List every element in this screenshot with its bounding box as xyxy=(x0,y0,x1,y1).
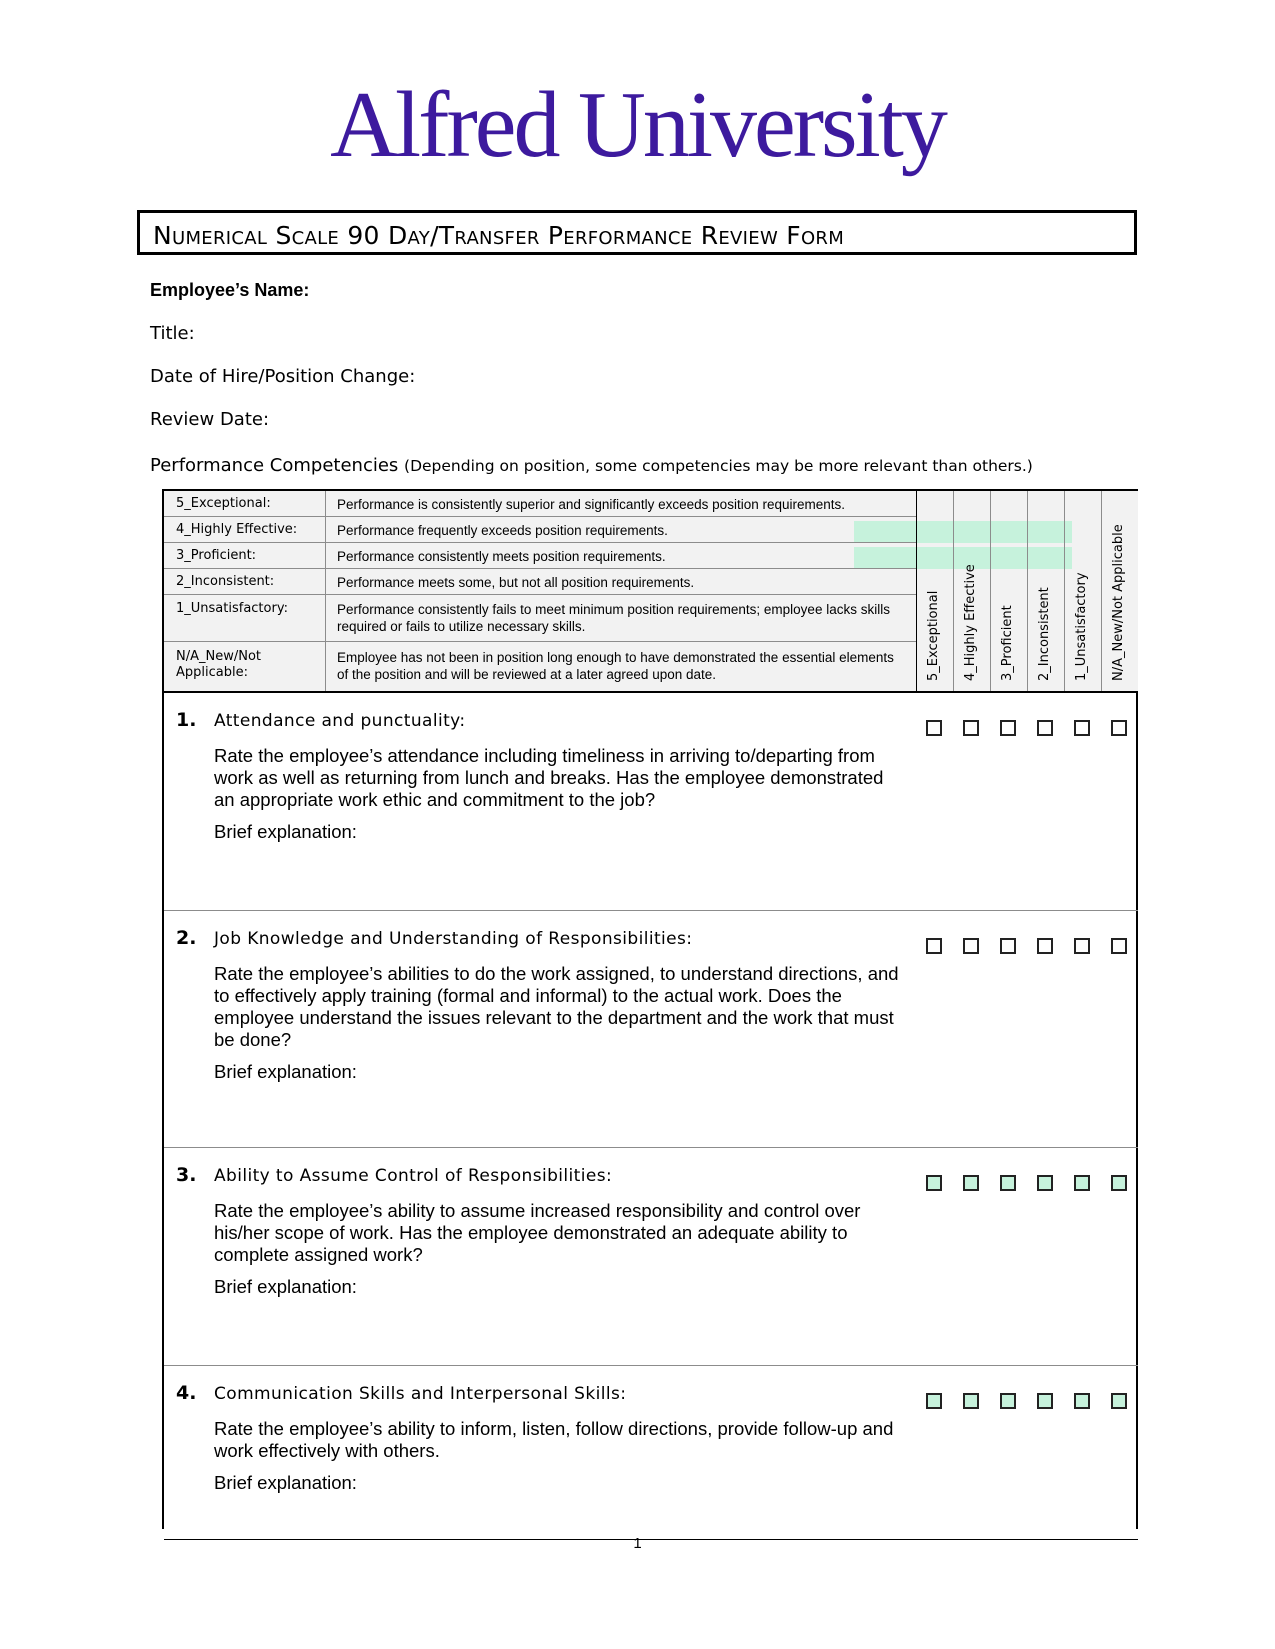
section-heading: Ability to Assume Control of Responsibilities: xyxy=(214,1166,613,1186)
section-heading: Communication Skills and Interpersonal Skills: xyxy=(214,1384,627,1404)
rating-checkbox[interactable] xyxy=(926,1175,942,1191)
rating-checkbox[interactable] xyxy=(1074,720,1090,736)
rating-checkbox[interactable] xyxy=(1074,1175,1090,1191)
legend-row xyxy=(164,517,916,543)
rating-column-label: 3_Proficient xyxy=(1000,605,1015,681)
rating-checkbox[interactable] xyxy=(926,1393,942,1409)
rating-checkbox[interactable] xyxy=(926,720,942,736)
section-number: 3. xyxy=(176,1164,197,1186)
competency-section xyxy=(164,693,1138,911)
rating-checkbox[interactable] xyxy=(963,1393,979,1409)
legend-desc: Employee has not been in position long enough to have demonstrated the essential elements of the position and will be reviewed at a later agreed upon date. xyxy=(337,650,894,682)
legend-desc: Performance consistently fails to meet minimum position requirements; employee lacks skills required or fails to utilize necessary skills. xyxy=(337,602,890,634)
review-date-label: Review Date: xyxy=(150,409,270,430)
legend-label: 2_Inconsistent: xyxy=(176,574,275,589)
legend-label: 5_Exceptional: xyxy=(176,496,271,511)
rating-legend xyxy=(164,491,1138,693)
rating-checkbox[interactable] xyxy=(1111,1175,1127,1191)
form-title-box xyxy=(137,210,1137,255)
rating-column-label: 1_Unsatisfactory xyxy=(1074,572,1089,681)
section-heading: Attendance and punctuality: xyxy=(214,711,466,731)
legend-desc: Performance consistently meets position requirements. xyxy=(337,549,666,564)
competency-section xyxy=(164,1366,1138,1540)
column-divider xyxy=(1027,491,1028,691)
rating-column-label: N/A_New/Not Applicable xyxy=(1111,524,1126,681)
legend-desc: Performance frequently exceeds position requirements. xyxy=(337,523,668,538)
legend-label: 3_Proficient: xyxy=(176,548,257,563)
legend-row xyxy=(164,543,916,569)
column-divider xyxy=(1064,491,1065,691)
legend-row xyxy=(164,569,916,595)
legend-row xyxy=(164,642,916,691)
competencies-label: Performance Competencies xyxy=(150,455,399,476)
page-number: 1 xyxy=(633,1535,642,1552)
rating-checkbox[interactable] xyxy=(1111,938,1127,954)
column-divider xyxy=(990,491,991,691)
legend-label: N/A_New/Not Applicable: xyxy=(176,649,262,680)
section-number: 1. xyxy=(176,709,197,731)
rating-checkbox[interactable] xyxy=(1037,1393,1053,1409)
rating-checkbox[interactable] xyxy=(1037,938,1053,954)
brief-explanation-label: Brief explanation: xyxy=(214,1061,357,1082)
section-number: 2. xyxy=(176,927,197,949)
competency-section xyxy=(164,1148,1138,1366)
rating-checkbox[interactable] xyxy=(963,1175,979,1191)
section-description: Rate the employee’s attendance including timeliness in arriving to/departing from work as well as returning from lunch and breaks. Has the employee demonstrated an appropriate work ethic and commitment to the job? xyxy=(214,745,884,810)
competencies-note: (Depending on position, some competencies may be more relevant than others.) xyxy=(404,457,1033,475)
section-heading: Job Knowledge and Understanding of Responsibilities: xyxy=(214,929,693,949)
rating-column-label: 2_Inconsistent xyxy=(1037,587,1052,681)
rating-checkbox[interactable] xyxy=(1000,720,1016,736)
rating-column-label: 4_Highly Effective xyxy=(963,564,978,681)
review-table xyxy=(162,489,1138,1529)
rating-checkbox[interactable] xyxy=(963,938,979,954)
brief-explanation-label: Brief explanation: xyxy=(214,821,357,842)
rating-column-label: 5_Exceptional xyxy=(926,590,941,681)
date-of-hire-label: Date of Hire/Position Change: xyxy=(150,366,416,387)
rating-checkbox[interactable] xyxy=(1037,1175,1053,1191)
rating-checkbox[interactable] xyxy=(1037,720,1053,736)
column-divider xyxy=(916,491,917,691)
rating-checkbox[interactable] xyxy=(1074,1393,1090,1409)
competency-section xyxy=(164,911,1138,1148)
rating-checkbox[interactable] xyxy=(1111,1393,1127,1409)
employee-name-label: Employee’s Name: xyxy=(150,280,310,300)
competencies-heading xyxy=(150,455,1033,476)
brief-explanation-label: Brief explanation: xyxy=(214,1276,357,1297)
legend-label: 1_Unsatisfactory: xyxy=(176,601,288,616)
legend-desc: Performance meets some, but not all position requirements. xyxy=(337,575,695,590)
section-description: Rate the employee’s ability to inform, listen, follow directions, provide follow-up and work effectively with others. xyxy=(214,1418,894,1461)
rating-checkbox[interactable] xyxy=(1111,720,1127,736)
rating-checkbox[interactable] xyxy=(1000,1393,1016,1409)
legend-desc: Performance is consistently superior and significantly exceeds position requirements. xyxy=(337,497,845,512)
rating-checkbox[interactable] xyxy=(1000,1175,1016,1191)
rating-checkbox[interactable] xyxy=(1074,938,1090,954)
legend-row xyxy=(164,595,916,642)
section-description: Rate the employee’s abilities to do the work assigned, to understand directions, and to effectively apply training (formal and informal) to the actual work. Does the employee understand the issues relevant to the department and the work that must be done? xyxy=(214,963,899,1050)
university-logo: Alfred University xyxy=(330,73,945,177)
column-divider xyxy=(953,491,954,691)
legend-row xyxy=(164,491,916,517)
form-title: Numerical Scale 90 Day/Transfer Performance Review Form xyxy=(153,221,845,250)
legend-label: 4_Highly Effective: xyxy=(176,522,298,537)
section-number: 4. xyxy=(176,1382,197,1404)
title-label: Title: xyxy=(150,323,195,344)
brief-explanation-label: Brief explanation: xyxy=(214,1472,357,1493)
rating-checkbox[interactable] xyxy=(963,720,979,736)
rating-checkbox[interactable] xyxy=(1000,938,1016,954)
rating-checkbox[interactable] xyxy=(926,938,942,954)
section-description: Rate the employee’s ability to assume increased responsibility and control over his/her scope of work. Has the employee demonstrated an adequate ability to complete assigned work? xyxy=(214,1200,861,1265)
column-divider xyxy=(1101,491,1102,691)
